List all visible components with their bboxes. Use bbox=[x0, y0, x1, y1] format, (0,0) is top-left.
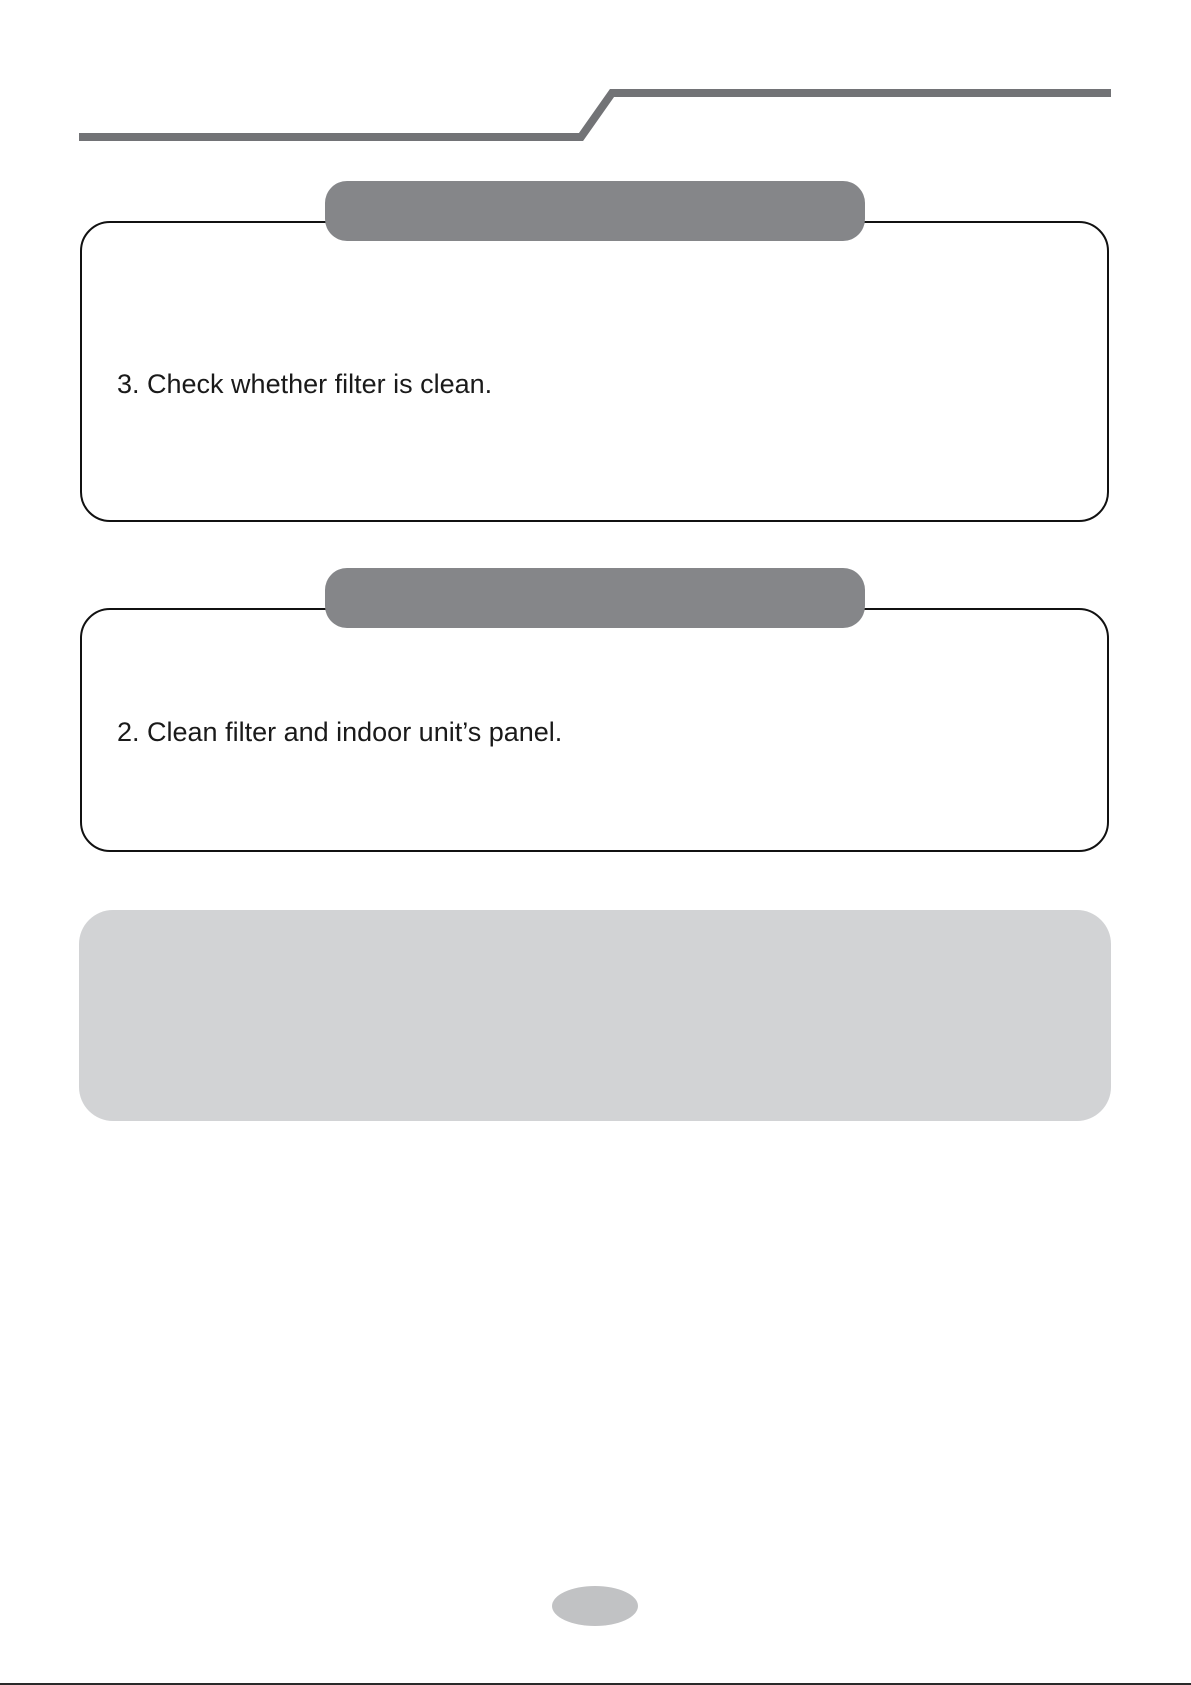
section-header-tab-clean bbox=[325, 568, 865, 628]
note-panel bbox=[79, 910, 1111, 1121]
page-number-badge bbox=[552, 1586, 638, 1626]
clean-filter-step-text: 2. Clean filter and indoor unit’s panel. bbox=[117, 717, 563, 747]
section-header-tab-check bbox=[325, 181, 865, 241]
header-rule bbox=[0, 0, 1191, 160]
check-filter-step-text: 3. Check whether filter is clean. bbox=[117, 369, 493, 399]
